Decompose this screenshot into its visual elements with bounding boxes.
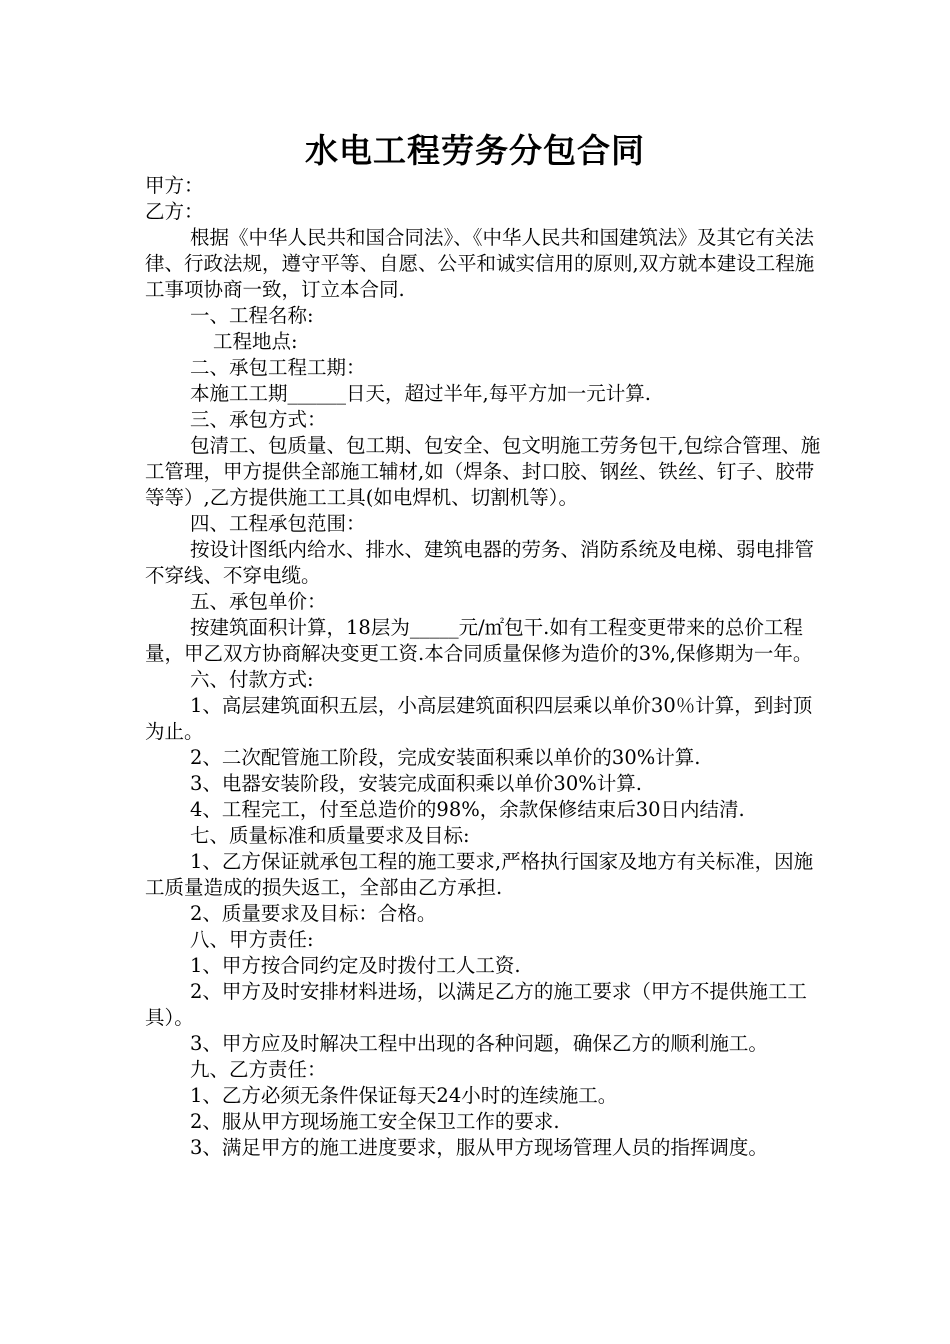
project-location-line: 工程地点:: [213, 330, 298, 353]
section-heading: 五、承包单价：: [190, 590, 327, 613]
section-heading: 九、乙方责任：: [190, 1058, 327, 1081]
section-heading: 三、承包方式：: [190, 408, 327, 431]
list-item: 1、乙方保证就承包工程的施工要求,严格执行国家及地方有关标准，因施工质量造成的损失返工，全部由乙方承担.: [145, 850, 814, 899]
section-heading: 一、工程名称:: [190, 304, 314, 327]
paragraph: 按建筑面积计算，18层为_____元/㎡包干.如有工程变更带来的总价工程量，甲乙双方协商解决变更工资.本合同质量保修为造价的3%,保修期为一年。: [145, 616, 813, 665]
list-item: 3、甲方应及时解决工程中出现的各种问题，确保乙方的顺利施工。: [190, 1032, 768, 1055]
list-item: 4、工程完工，付至总造价的98%，余款保修结束后30日内结清.: [190, 798, 745, 821]
section-heading: 六、付款方式:: [190, 668, 314, 691]
list-item: 1、高层建筑面积五层，小高层建筑面积四层乘以单价30％计算，到封顶为止。: [145, 694, 813, 743]
list-item: 2、甲方及时安排材料进场，以满足乙方的施工要求（甲方不提供施工工具）。: [145, 980, 807, 1029]
section-heading: 二、承包工程工期：: [190, 356, 366, 379]
section-heading: 八、甲方责任:: [190, 928, 314, 951]
list-item: 3、电器安装阶段，安装完成面积乘以单价30%计算.: [190, 772, 642, 795]
section-heading: 七、质量标准和质量要求及目标:: [190, 824, 470, 847]
party-b-line: 乙方：: [145, 200, 204, 223]
preamble-paragraph: 根据《中华人民共和国合同法》、《中华人民共和国建筑法》及其它有关法律、行政法规，遵守平等、自愿、公平和诚实信用的原则,双方就本建设工程施工事项协商一致，订立本合同.: [145, 226, 815, 301]
list-item: 2、质量要求及目标：合格。: [190, 902, 437, 925]
paragraph: 本施工工期______日天，超过半年,每平方加一元计算.: [190, 382, 651, 405]
paragraph: 包清工、包质量、包工期、包安全、包文明施工劳务包干,包综合管理、施工管理，甲方提供全部施工辅材,如（焊条、封口胶、钢丝、铁丝、钉子、胶带等等）,乙方提供施工工具(如电焊机、切割机等）。: [145, 434, 821, 509]
list-item: 2、服从甲方现场施工安全保卫工作的要求.: [190, 1110, 560, 1133]
document-title: 水电工程劳务分包合同: [305, 131, 645, 170]
list-item: 1、甲方按合同约定及时拨付工人工资.: [190, 954, 521, 977]
section-heading: 四、工程承包范围：: [190, 512, 366, 535]
paragraph: 按设计图纸内给水、排水、建筑电器的劳务、消防系统及电梯、弱电排管不穿线、不穿电缆。: [145, 538, 815, 587]
list-item: 3、满足甲方的施工进度要求，服从甲方现场管理人员的指挥调度。: [190, 1136, 768, 1159]
list-item: 2、二次配管施工阶段，完成安装面积乘以单价的30%计算.: [190, 746, 701, 769]
list-item: 1、乙方必须无条件保证每天24小时的连续施工。: [190, 1084, 618, 1107]
party-a-line: 甲方：: [145, 174, 204, 197]
contract-body: [145, 173, 825, 1161]
